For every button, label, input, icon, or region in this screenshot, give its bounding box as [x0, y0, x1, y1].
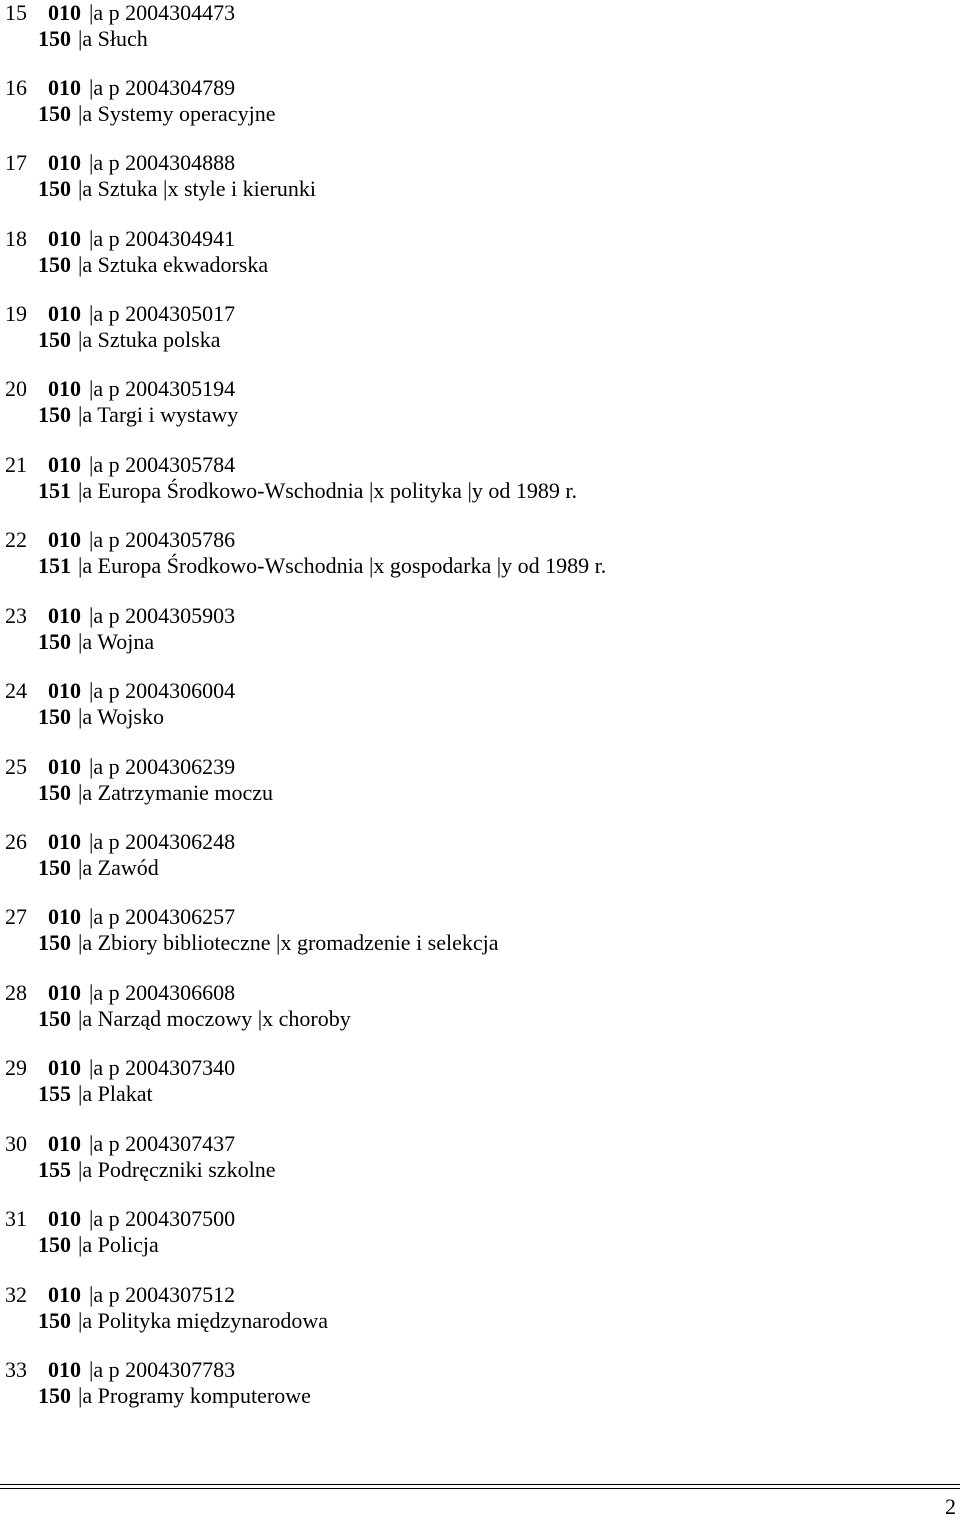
field-tag: 010 — [48, 678, 81, 703]
field-tag: 150 — [38, 629, 71, 654]
field-tag: 010 — [48, 829, 81, 854]
record-number: 25 — [5, 754, 27, 779]
field-tag: 010 — [48, 1131, 81, 1156]
field-content: |a p 2004305786 — [89, 527, 236, 552]
field-content: |a p 2004307437 — [89, 1131, 236, 1156]
field-content: |a Europa Środkowo-Wschodnia |x gospodarka |y od 1989 r. — [78, 553, 607, 578]
field-tag: 010 — [48, 1206, 81, 1231]
footer-divider — [0, 1484, 960, 1489]
field-tag: 150 — [38, 1383, 71, 1408]
field-tag: 010 — [48, 452, 81, 477]
field-content: |a p 2004307500 — [89, 1206, 236, 1231]
field-tag: 010 — [48, 603, 81, 628]
record-number: 30 — [5, 1131, 27, 1156]
record-number: 17 — [5, 150, 27, 175]
record — [0, 1282, 960, 1334]
field-tag: 150 — [38, 1232, 71, 1257]
field-tag: 155 — [38, 1157, 71, 1182]
field-tag: 010 — [48, 1357, 81, 1382]
record-number: 18 — [5, 226, 27, 251]
field-content: |a Europa Środkowo-Wschodnia |x polityka |y od 1989 r. — [78, 478, 577, 503]
field-content: |a Sztuka polska — [78, 327, 221, 352]
field-content: |a Programy komputerowe — [78, 1383, 311, 1408]
field-tag: 010 — [48, 376, 81, 401]
field-content: |a p 2004306257 — [89, 904, 236, 929]
record-number: 29 — [5, 1055, 27, 1080]
field-tag: 150 — [38, 327, 71, 352]
record — [0, 1357, 960, 1409]
field-content: |a Targi i wystawy — [78, 402, 239, 427]
field-content: |a p 2004304789 — [89, 75, 236, 100]
field-tag: 150 — [38, 780, 71, 805]
field-content: |a p 2004305194 — [89, 376, 236, 401]
page-number: 2 — [945, 1494, 956, 1519]
field-tag: 151 — [38, 553, 71, 578]
field-content: |a Systemy operacyjne — [78, 101, 276, 126]
field-tag: 150 — [38, 176, 71, 201]
field-content: |a Narząd moczowy |x choroby — [78, 1006, 351, 1031]
field-tag: 010 — [48, 226, 81, 251]
field-tag: 010 — [48, 301, 81, 326]
record — [0, 1206, 960, 1258]
record-number: 31 — [5, 1206, 27, 1231]
field-tag: 010 — [48, 904, 81, 929]
record — [0, 904, 960, 956]
field-content: |a p 2004307783 — [89, 1357, 236, 1382]
field-content: |a p 2004306004 — [89, 678, 236, 703]
record — [0, 980, 960, 1032]
record-number: 21 — [5, 452, 27, 477]
record-number: 27 — [5, 904, 27, 929]
field-content: |a p 2004306239 — [89, 754, 236, 779]
field-tag: 010 — [48, 1282, 81, 1307]
record-number: 33 — [5, 1357, 27, 1382]
record — [0, 150, 960, 202]
field-tag: 010 — [48, 75, 81, 100]
field-content: |a p 2004304888 — [89, 150, 236, 175]
field-tag: 010 — [48, 0, 81, 25]
record — [0, 678, 960, 730]
field-content: |a Zbiory biblioteczne |x gromadzenie i selekcja — [78, 930, 499, 955]
field-content: |a Wojsko — [78, 704, 164, 729]
record — [0, 452, 960, 504]
field-content: |a p 2004306248 — [89, 829, 236, 854]
record — [0, 1055, 960, 1107]
field-tag: 010 — [48, 527, 81, 552]
field-content: |a Wojna — [78, 629, 155, 654]
field-tag: 150 — [38, 1006, 71, 1031]
record — [0, 301, 960, 353]
record — [0, 527, 960, 579]
record — [0, 0, 960, 52]
record-number: 23 — [5, 603, 27, 628]
field-content: |a p 2004306608 — [89, 980, 236, 1005]
record — [0, 603, 960, 655]
field-tag: 150 — [38, 101, 71, 126]
field-content: |a Słuch — [78, 26, 148, 51]
field-tag: 010 — [48, 1055, 81, 1080]
record-number: 19 — [5, 301, 27, 326]
field-content: |a p 2004307340 — [89, 1055, 236, 1080]
field-tag: 150 — [38, 855, 71, 880]
record — [0, 226, 960, 278]
field-tag: 150 — [38, 26, 71, 51]
field-tag: 010 — [48, 980, 81, 1005]
record — [0, 376, 960, 428]
record-number: 32 — [5, 1282, 27, 1307]
field-content: |a p 2004304941 — [89, 226, 236, 251]
record — [0, 754, 960, 806]
field-content: |a Sztuka |x style i kierunki — [78, 176, 316, 201]
field-content: |a p 2004305017 — [89, 301, 236, 326]
field-tag: 150 — [38, 704, 71, 729]
field-content: |a Policja — [78, 1232, 159, 1257]
field-content: |a p 2004305784 — [89, 452, 236, 477]
field-tag: 151 — [38, 478, 71, 503]
record-number: 20 — [5, 376, 27, 401]
field-tag: 150 — [38, 930, 71, 955]
field-content: |a Plakat — [78, 1081, 153, 1106]
record-number: 24 — [5, 678, 27, 703]
record — [0, 1131, 960, 1183]
record-number: 15 — [5, 0, 27, 25]
field-content: |a Sztuka ekwadorska — [78, 252, 269, 277]
field-tag: 150 — [38, 1308, 71, 1333]
field-content: |a Podręczniki szkolne — [78, 1157, 276, 1182]
record — [0, 75, 960, 127]
field-tag: 150 — [38, 252, 71, 277]
field-content: |a Zawód — [78, 855, 159, 880]
field-tag: 010 — [48, 754, 81, 779]
record-number: 28 — [5, 980, 27, 1005]
field-content: |a Zatrzymanie moczu — [78, 780, 273, 805]
field-content: |a Polityka międzynarodowa — [78, 1308, 329, 1333]
record-number: 26 — [5, 829, 27, 854]
field-tag: 150 — [38, 402, 71, 427]
record-number: 22 — [5, 527, 27, 552]
record-number: 16 — [5, 75, 27, 100]
field-tag: 010 — [48, 150, 81, 175]
field-content: |a p 2004304473 — [89, 0, 236, 25]
record — [0, 829, 960, 881]
field-tag: 155 — [38, 1081, 71, 1106]
field-content: |a p 2004305903 — [89, 603, 236, 628]
field-content: |a p 2004307512 — [89, 1282, 236, 1307]
